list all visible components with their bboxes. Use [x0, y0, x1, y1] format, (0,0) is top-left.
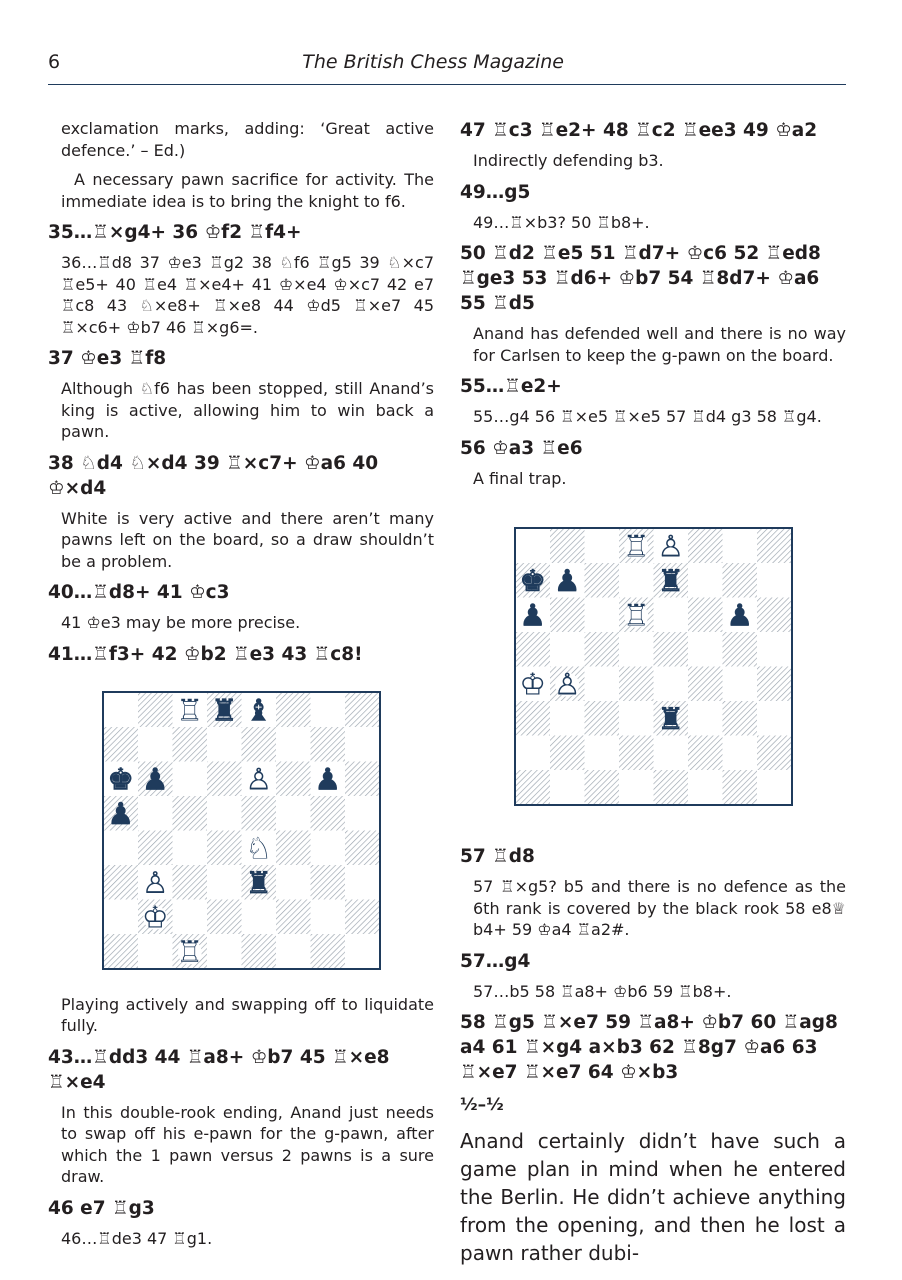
- dark-square: [276, 761, 311, 796]
- light-square: [585, 736, 620, 771]
- move-heading: 38 ♘d4 ♘×d4 39 ♖×c7+ ♔a6 40 ♔×d4: [48, 452, 379, 499]
- move-heading: 50 ♖d2 ♖e5 51 ♖d7+ ♔c6 52 ♖ed8 ♖ge3 53 ♖d6+ ♔b7 54 ♖8d7+ ♔a6 55 ♖d5: [460, 243, 821, 314]
- dark-square: [138, 692, 173, 727]
- light-square: [757, 701, 792, 736]
- light-square: [550, 770, 585, 805]
- annotation-text: A necessary pawn sacrifice for activity. The immediate idea is to bring the knight to f6.: [61, 170, 434, 211]
- move-heading: 55…♖e2+: [460, 376, 562, 397]
- dark-square: [207, 761, 242, 796]
- light-square: [173, 830, 208, 865]
- dark-square: [619, 736, 654, 771]
- dark-square: [242, 796, 277, 831]
- dark-square: [311, 727, 346, 762]
- move-heading: 57…g4: [460, 950, 531, 972]
- black-pawn-icon: ♟: [107, 796, 135, 832]
- dark-square: [345, 899, 380, 934]
- dark-square: [688, 598, 723, 633]
- light-square: [688, 632, 723, 667]
- white-king-icon: ♔: [519, 667, 547, 703]
- light-square: [585, 667, 620, 702]
- dark-square: [757, 529, 792, 564]
- light-square: [654, 598, 689, 633]
- light-square: [345, 727, 380, 762]
- white-knight-icon: ♘: [245, 830, 273, 866]
- black-pawn-icon: ♟: [314, 761, 342, 797]
- black-pawn-icon: ♟: [519, 598, 547, 634]
- running-title: The British Chess Magazine: [302, 51, 564, 73]
- dark-square: [104, 727, 139, 762]
- move-heading: 43…♖dd3 44 ♖a8+ ♔b7 45 ♖×e8 ♖×e4: [48, 1046, 390, 1093]
- dark-square: [138, 830, 173, 865]
- light-square: [276, 934, 311, 969]
- light-square: [173, 899, 208, 934]
- light-square: [311, 830, 346, 865]
- light-square: [619, 563, 654, 598]
- dark-square: [688, 667, 723, 702]
- black-pawn-icon: ♟: [726, 598, 754, 634]
- dark-square: [345, 830, 380, 865]
- white-pawn-icon: ♙: [553, 667, 581, 703]
- dark-square: [516, 632, 551, 667]
- white-pawn-icon: ♙: [245, 761, 273, 797]
- light-square: [723, 667, 758, 702]
- dark-square: [173, 727, 208, 762]
- dark-square: [550, 598, 585, 633]
- move-heading: 58 ♖g5 ♖×e7 59 ♖a8+ ♔b7 60 ♖ag8 a4 61 ♖×g4 a×b3 62 ♖8g7 ♔a6 63 ♖×e7 ♖×e7 64 ♔×b3: [460, 1012, 838, 1083]
- chess-board: [514, 527, 793, 806]
- annotation-text: 36…♖d8 37 ♔e3 ♖g2 38 ♘f6 ♖g5 39 ♘×c7 ♖e5+ 40 ♖e4 ♖×e4+ 41 ♔×e4 ♔×c7 42 e7 ♖c8 43 ♘×e8+ ♖×e8 44 ♔d5 ♖×e7 45 ♖×c6+ ♔b7 46 ♖×g6=.: [61, 253, 434, 337]
- dark-square: [585, 632, 620, 667]
- black-king-icon: ♚: [519, 563, 547, 599]
- dark-square: [723, 770, 758, 805]
- light-square: [104, 692, 139, 727]
- dark-square: [104, 865, 139, 900]
- light-square: [345, 865, 380, 900]
- black-king-icon: ♚: [107, 761, 135, 797]
- move-heading: 40…♖d8+ 41 ♔c3: [48, 582, 230, 603]
- chess-board: [102, 691, 381, 970]
- light-square: [207, 727, 242, 762]
- light-square: [585, 598, 620, 633]
- annotation-text: 46…♖de3 47 ♖g1.: [61, 1228, 213, 1248]
- game-result: ½–½: [460, 1095, 504, 1115]
- annotation-text: Indirectly defending b3.: [473, 151, 664, 170]
- light-square: [757, 563, 792, 598]
- dark-square: [276, 899, 311, 934]
- light-square: [311, 692, 346, 727]
- left-column: [48, 118, 434, 1257]
- light-square: [585, 529, 620, 564]
- dark-square: [585, 770, 620, 805]
- black-rook-icon: ♜: [657, 701, 685, 737]
- light-square: [688, 701, 723, 736]
- light-square: [345, 934, 380, 969]
- dark-square: [619, 667, 654, 702]
- black-bishop-icon: ♝: [245, 692, 273, 728]
- dark-square: [723, 563, 758, 598]
- dark-square: [585, 563, 620, 598]
- dark-square: [516, 770, 551, 805]
- move-heading: 49…g5: [460, 181, 531, 203]
- light-square: [723, 529, 758, 564]
- dark-square: [723, 701, 758, 736]
- light-square: [757, 770, 792, 805]
- dark-square: [345, 692, 380, 727]
- page-header: [48, 48, 846, 85]
- light-square: [619, 770, 654, 805]
- light-square: [723, 736, 758, 771]
- light-square: [207, 934, 242, 969]
- article-paragraph: Anand certainly didn’t have such a game plan in mind when he entered the Berlin. He didn’t achieve anything from the opening, and then he lost a pawn rather dubi-: [460, 1129, 846, 1265]
- annotation-text: In this double-rook ending, Anand just needs to swap off his e-pawn for the g-pawn, after which the 1 pawn versus 2 pawns is a sure draw.: [61, 1102, 434, 1186]
- dark-square: [242, 934, 277, 969]
- annotation-text: White is very active and there aren’t many pawns left on the board, so a draw shouldn’t be a problem.: [61, 508, 434, 571]
- light-square: [619, 701, 654, 736]
- light-square: [550, 632, 585, 667]
- white-rook-icon: ♖: [176, 692, 204, 728]
- dark-square: [311, 865, 346, 900]
- light-square: [345, 796, 380, 831]
- white-king-icon: ♔: [141, 899, 169, 935]
- annotation-text: 55…g4 56 ♖×e5 ♖×e5 57 ♖d4 g3 58 ♖g4.: [473, 407, 822, 426]
- black-rook-icon: ♜: [210, 692, 238, 728]
- dark-square: [757, 667, 792, 702]
- white-pawn-icon: ♙: [657, 529, 685, 565]
- annotation-text: Anand has defended well and there is no way for Carlsen to keep the g-pawn on the board.: [473, 324, 846, 365]
- light-square: [516, 736, 551, 771]
- dark-square: [311, 796, 346, 831]
- annotation-text: 49…♖×b3? 50 ♖b8+.: [473, 212, 650, 232]
- dark-square: [173, 865, 208, 900]
- light-square: [276, 796, 311, 831]
- move-heading: 57 ♖d8: [460, 846, 535, 867]
- light-square: [311, 899, 346, 934]
- dark-square: [173, 796, 208, 831]
- dark-square: [104, 934, 139, 969]
- right-column: [460, 118, 846, 1267]
- dark-square: [723, 632, 758, 667]
- light-square: [276, 865, 311, 900]
- light-square: [619, 632, 654, 667]
- dark-square: [276, 830, 311, 865]
- dark-square: [311, 934, 346, 969]
- dark-square: [654, 770, 689, 805]
- light-square: [688, 563, 723, 598]
- chess-diagram: [514, 527, 846, 806]
- move-heading: 47 ♖c3 ♖e2+ 48 ♖c2 ♖ee3 49 ♔a2: [460, 120, 818, 141]
- dark-square: [585, 701, 620, 736]
- dark-square: [242, 727, 277, 762]
- black-pawn-icon: ♟: [553, 563, 581, 599]
- light-square: [757, 632, 792, 667]
- move-heading: 35…♖×g4+ 36 ♔f2 ♖f4+: [48, 222, 302, 243]
- black-rook-icon: ♜: [657, 563, 685, 599]
- light-square: [276, 727, 311, 762]
- dark-square: [207, 830, 242, 865]
- move-heading: 37 ♔e3 ♖f8: [48, 348, 167, 369]
- annotation-text: 41 ♔e3 may be more precise.: [61, 613, 301, 632]
- light-square: [654, 667, 689, 702]
- light-square: [207, 796, 242, 831]
- white-pawn-icon: ♙: [141, 865, 169, 901]
- black-rook-icon: ♜: [245, 865, 273, 901]
- dark-square: [345, 761, 380, 796]
- move-heading: 41…♖f3+ 42 ♔b2 ♖e3 43 ♖c8!: [48, 643, 363, 665]
- dark-square: [276, 692, 311, 727]
- light-square: [138, 796, 173, 831]
- white-rook-icon: ♖: [176, 934, 204, 970]
- black-pawn-icon: ♟: [141, 761, 169, 797]
- annotation-text: exclamation marks, adding: ‘Great active defence.’ – Ed.): [61, 119, 434, 160]
- annotation-text: Playing actively and swapping off to liquidate fully.: [61, 994, 434, 1035]
- dark-square: [757, 736, 792, 771]
- dark-square: [550, 736, 585, 771]
- move-heading: 46 e7 ♖g3: [48, 1197, 155, 1219]
- light-square: [104, 830, 139, 865]
- white-rook-icon: ♖: [622, 529, 650, 565]
- white-rook-icon: ♖: [622, 598, 650, 634]
- annotation-text: Although ♘f6 has been stopped, still Anand’s king is active, allowing him to win back a pawn.: [61, 379, 434, 441]
- light-square: [516, 529, 551, 564]
- dark-square: [550, 529, 585, 564]
- dark-square: [516, 701, 551, 736]
- light-square: [138, 934, 173, 969]
- annotation-text: A final trap.: [473, 468, 567, 488]
- page-number: 6: [48, 51, 61, 73]
- annotation-text: 57 ♖×g5? b5 and there is no defence as the 6th rank is covered by the black rook 58 e8♕ b4+ 59 ♔a4 ♖a2#.: [473, 877, 846, 939]
- light-square: [207, 865, 242, 900]
- light-square: [138, 727, 173, 762]
- light-square: [242, 899, 277, 934]
- dark-square: [654, 632, 689, 667]
- light-square: [654, 736, 689, 771]
- dark-square: [207, 899, 242, 934]
- light-square: [173, 761, 208, 796]
- dark-square: [757, 598, 792, 633]
- chess-diagram: [102, 691, 434, 970]
- dark-square: [688, 529, 723, 564]
- light-square: [104, 899, 139, 934]
- dark-square: [688, 736, 723, 771]
- light-square: [688, 770, 723, 805]
- light-square: [550, 701, 585, 736]
- move-heading: 56 ♔a3 ♖e6: [460, 437, 583, 459]
- annotation-text: 57…b5 58 ♖a8+ ♔b6 59 ♖b8+.: [473, 981, 732, 1001]
